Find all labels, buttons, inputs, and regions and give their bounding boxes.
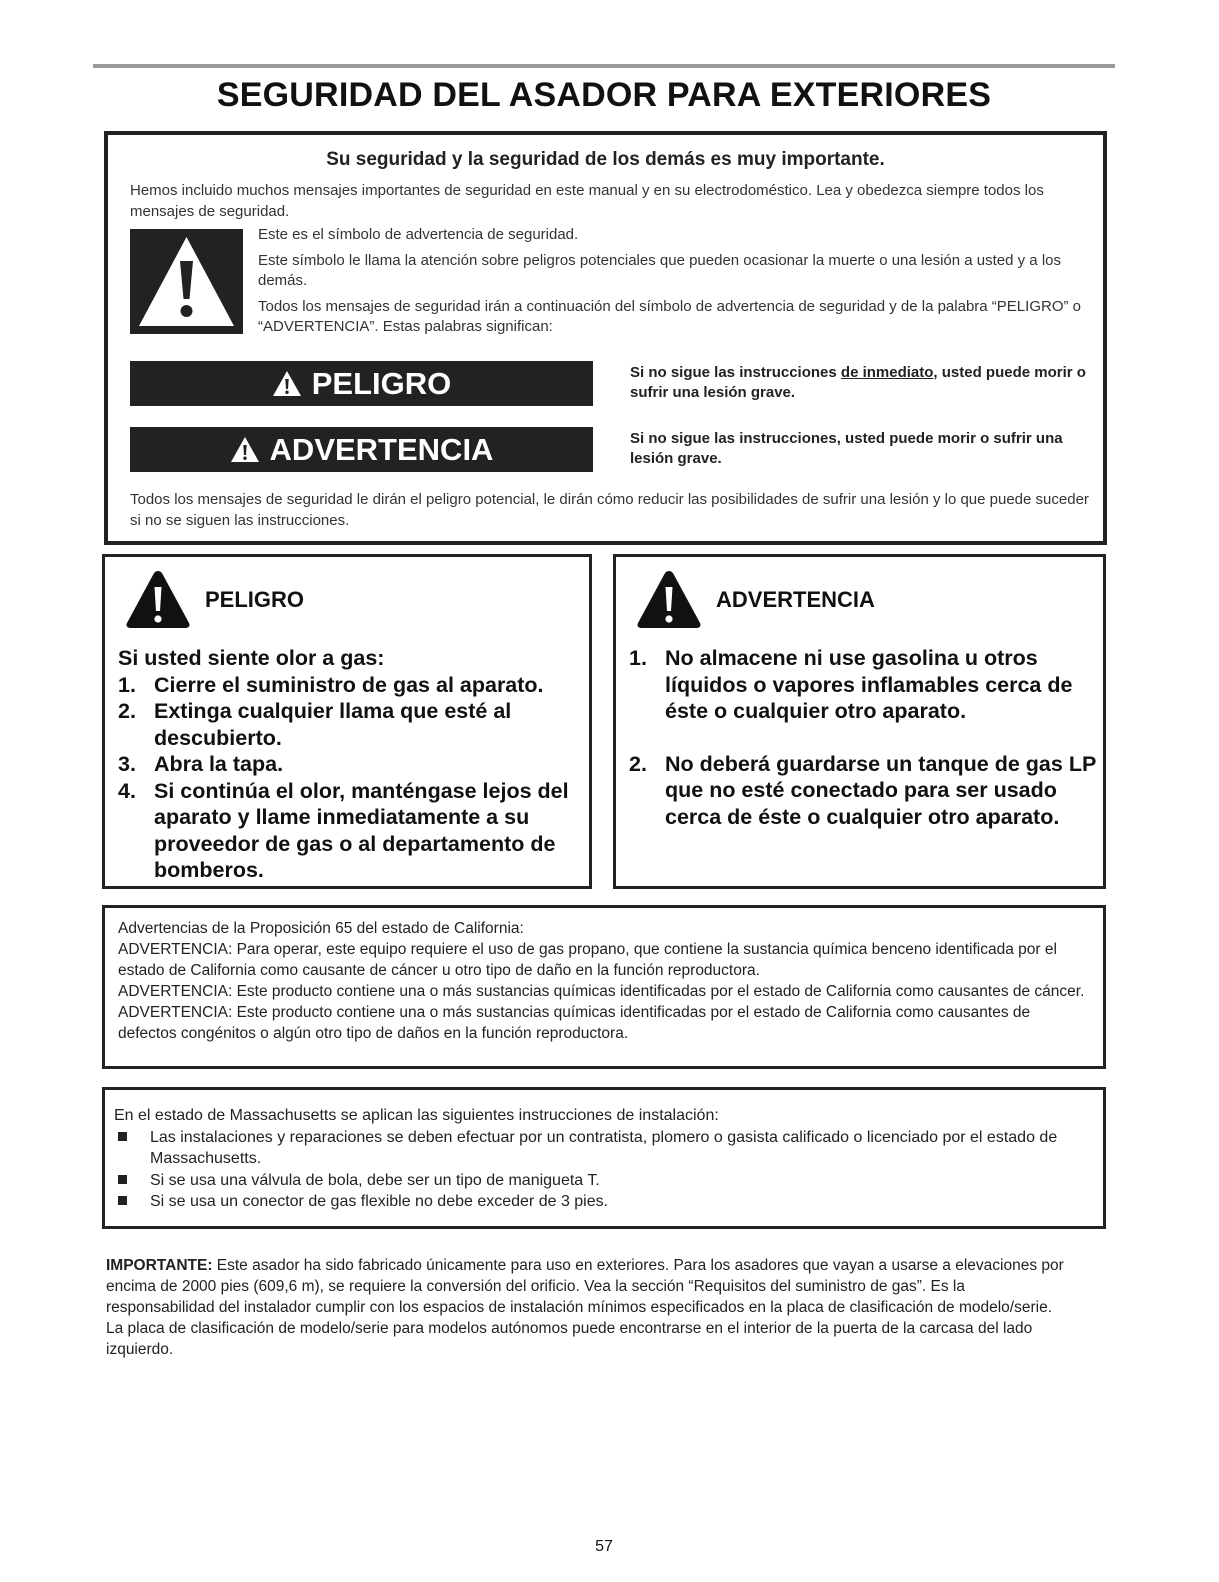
item-number: 1. xyxy=(629,646,647,670)
warning-triangle-icon xyxy=(272,370,302,397)
massachusetts-intro: En el estado de Massachusetts se aplican las siguientes instrucciones de instalación: xyxy=(114,1107,719,1124)
intro-heading: Su seguridad y la seguridad de los demás es muy importante. xyxy=(326,149,885,170)
list-item xyxy=(114,1191,1091,1213)
warning-triangle-icon xyxy=(636,569,702,629)
item-text: Extinga cualquier llama que esté al descubierto. xyxy=(154,699,512,750)
list-item xyxy=(118,751,583,778)
square-bullet-icon xyxy=(114,1127,150,1170)
page-number: 57 xyxy=(595,1538,613,1555)
warning-banner xyxy=(130,427,593,472)
warning-flammables-box xyxy=(613,554,1106,889)
item-number: 3. xyxy=(118,752,136,776)
massachusetts-list xyxy=(114,1127,1091,1213)
symbol-line: Este símbolo le llama la atención sobre peligros potenciales que pueden ocasionar la muerte o una lesión a usted y a los demás. xyxy=(258,252,1061,289)
danger-box-label: PELIGRO xyxy=(205,587,305,612)
list-spacer xyxy=(629,725,1099,751)
warning-banner-label: ADVERTENCIA xyxy=(269,431,494,467)
item-number: 4. xyxy=(118,778,136,803)
top-rule xyxy=(93,64,1115,68)
massachusetts-box xyxy=(102,1087,1106,1229)
danger-definition xyxy=(630,363,1090,403)
page-title: SEGURIDAD DEL ASADOR PARA EXTERIORES xyxy=(216,76,992,114)
list-item xyxy=(118,778,583,884)
danger-def-underlined: de inmediato xyxy=(840,364,934,381)
list-item xyxy=(114,1127,1091,1170)
item-number: 2. xyxy=(629,751,647,776)
list-item xyxy=(118,672,583,699)
danger-box-header xyxy=(125,569,304,629)
danger-def-text: Si no sigue las instrucciones xyxy=(630,364,841,381)
prop65-line: ADVERTENCIA: Este producto contiene una o más sustancias químicas identificadas por el estado de California como causantes de defectos congénitos o algún otro tipo de daños en la función reproductora. xyxy=(118,1004,1031,1042)
list-item xyxy=(118,698,583,751)
danger-box-lead: Si usted siente olor a gas: xyxy=(118,646,385,670)
prop65-line: Advertencias de la Proposición 65 del estado de California: xyxy=(118,920,524,937)
item-text: Si continúa el olor, manténgase lejos del aparato y llame inmediatamente a su proveedor de gas o al departamento de bomberos. xyxy=(154,778,569,882)
important-note xyxy=(106,1255,1066,1360)
important-text: Este asador ha sido fabricado únicamente para uso en exteriores. Para los asadores que vayan a usarse a elevaciones por encima de 2000 pies (609,6 m), se requiere la conversión del orificio. Vea la sección “Requisitos del suministro de gas”. Es la responsabilidad del instalador cumplir con los espacios de instalación mínimos especificados en la placa de clasificación de modelo/serie. La placa de clasificación de modelo/serie para modelos autónomos puede encontrarse en el interior de la puerta de la carcasa del lado izquierdo. xyxy=(106,1257,1064,1358)
item-text: Cierre el suministro de gas al aparato. xyxy=(154,672,544,697)
item-text: Abra la tapa. xyxy=(154,752,284,776)
item-text: No almacene ni use gasolina u otros líquidos o vapores inflamables cerca de éste o cualquier otro aparato. xyxy=(665,646,1073,723)
bullet-text: Las instalaciones y reparaciones se deben efectuar por un contratista, plomero o gasista calificado o licenciado por el estado de Massachusetts. xyxy=(150,1128,1058,1167)
warning-box-label: ADVERTENCIA xyxy=(716,587,875,612)
danger-box-list xyxy=(118,645,583,884)
safety-intro-box xyxy=(104,131,1107,545)
warning-triangle-icon xyxy=(230,436,260,463)
warning-box-header xyxy=(636,569,875,629)
danger-banner xyxy=(130,361,593,406)
prop65-box xyxy=(102,905,1106,1069)
bullet-text: Si se usa una válvula de bola, debe ser un tipo de manigueta T. xyxy=(150,1171,600,1189)
item-number: 2. xyxy=(118,699,136,723)
danger-banner-label: PELIGRO xyxy=(311,365,452,401)
prop65-line: ADVERTENCIA: Este producto contiene una o más sustancias químicas identificadas por el estado de California como causantes de cáncer. xyxy=(118,983,1085,1000)
warning-triangle-icon xyxy=(125,569,191,629)
list-item xyxy=(629,751,1099,831)
symbol-line: Todos los mensajes de seguridad irán a continuación del símbolo de advertencia de seguridad y de la palabra “PELIGRO” o “ADVERTENCIA”. Estas palabras significan: xyxy=(258,298,1081,335)
warning-definition: Si no sigue las instrucciones, usted puede morir o sufrir una lesión grave. xyxy=(630,430,1063,467)
danger-def-text-end: , usted puede morir o sufrir una lesión grave. xyxy=(630,364,1086,401)
item-number: 1. xyxy=(118,672,136,697)
safety-alert-triangle-icon xyxy=(130,229,243,334)
warning-box-list xyxy=(629,645,1099,830)
list-item xyxy=(114,1170,1091,1192)
symbol-explanation xyxy=(258,225,1093,343)
prop65-line: ADVERTENCIA: Para operar, este equipo requiere el uso de gas propano, que contiene la sustancia química benceno identificada por el estado de California como causante de cáncer u otro tipo de daño en la función reproductora. xyxy=(118,941,1057,979)
danger-gas-box xyxy=(102,554,592,889)
important-label: IMPORTANTE: xyxy=(106,1257,213,1274)
bullet-text: Si se usa un conector de gas flexible no debe exceder de 3 pies. xyxy=(150,1193,609,1210)
square-bullet-icon xyxy=(114,1191,150,1213)
intro-paragraph: Hemos incluido muchos mensajes importantes de seguridad en este manual y en su electrodoméstico. Lea y obedezca siempre todos los mensajes de seguridad. xyxy=(130,182,1044,220)
item-text: No deberá guardarse un tanque de gas LP que no esté conectado para ser usado cerca de éste o cualquier otro aparato. xyxy=(665,751,1096,829)
list-item xyxy=(629,645,1099,725)
intro-footer: Todos los mensajes de seguridad le dirán el peligro potencial, le dirán cómo reducir las posibilidades de sufrir una lesión y lo que puede suceder si no se siguen las instrucciones. xyxy=(130,491,1089,529)
square-bullet-icon xyxy=(114,1170,150,1192)
symbol-line: Este es el símbolo de advertencia de seguridad. xyxy=(258,226,579,243)
